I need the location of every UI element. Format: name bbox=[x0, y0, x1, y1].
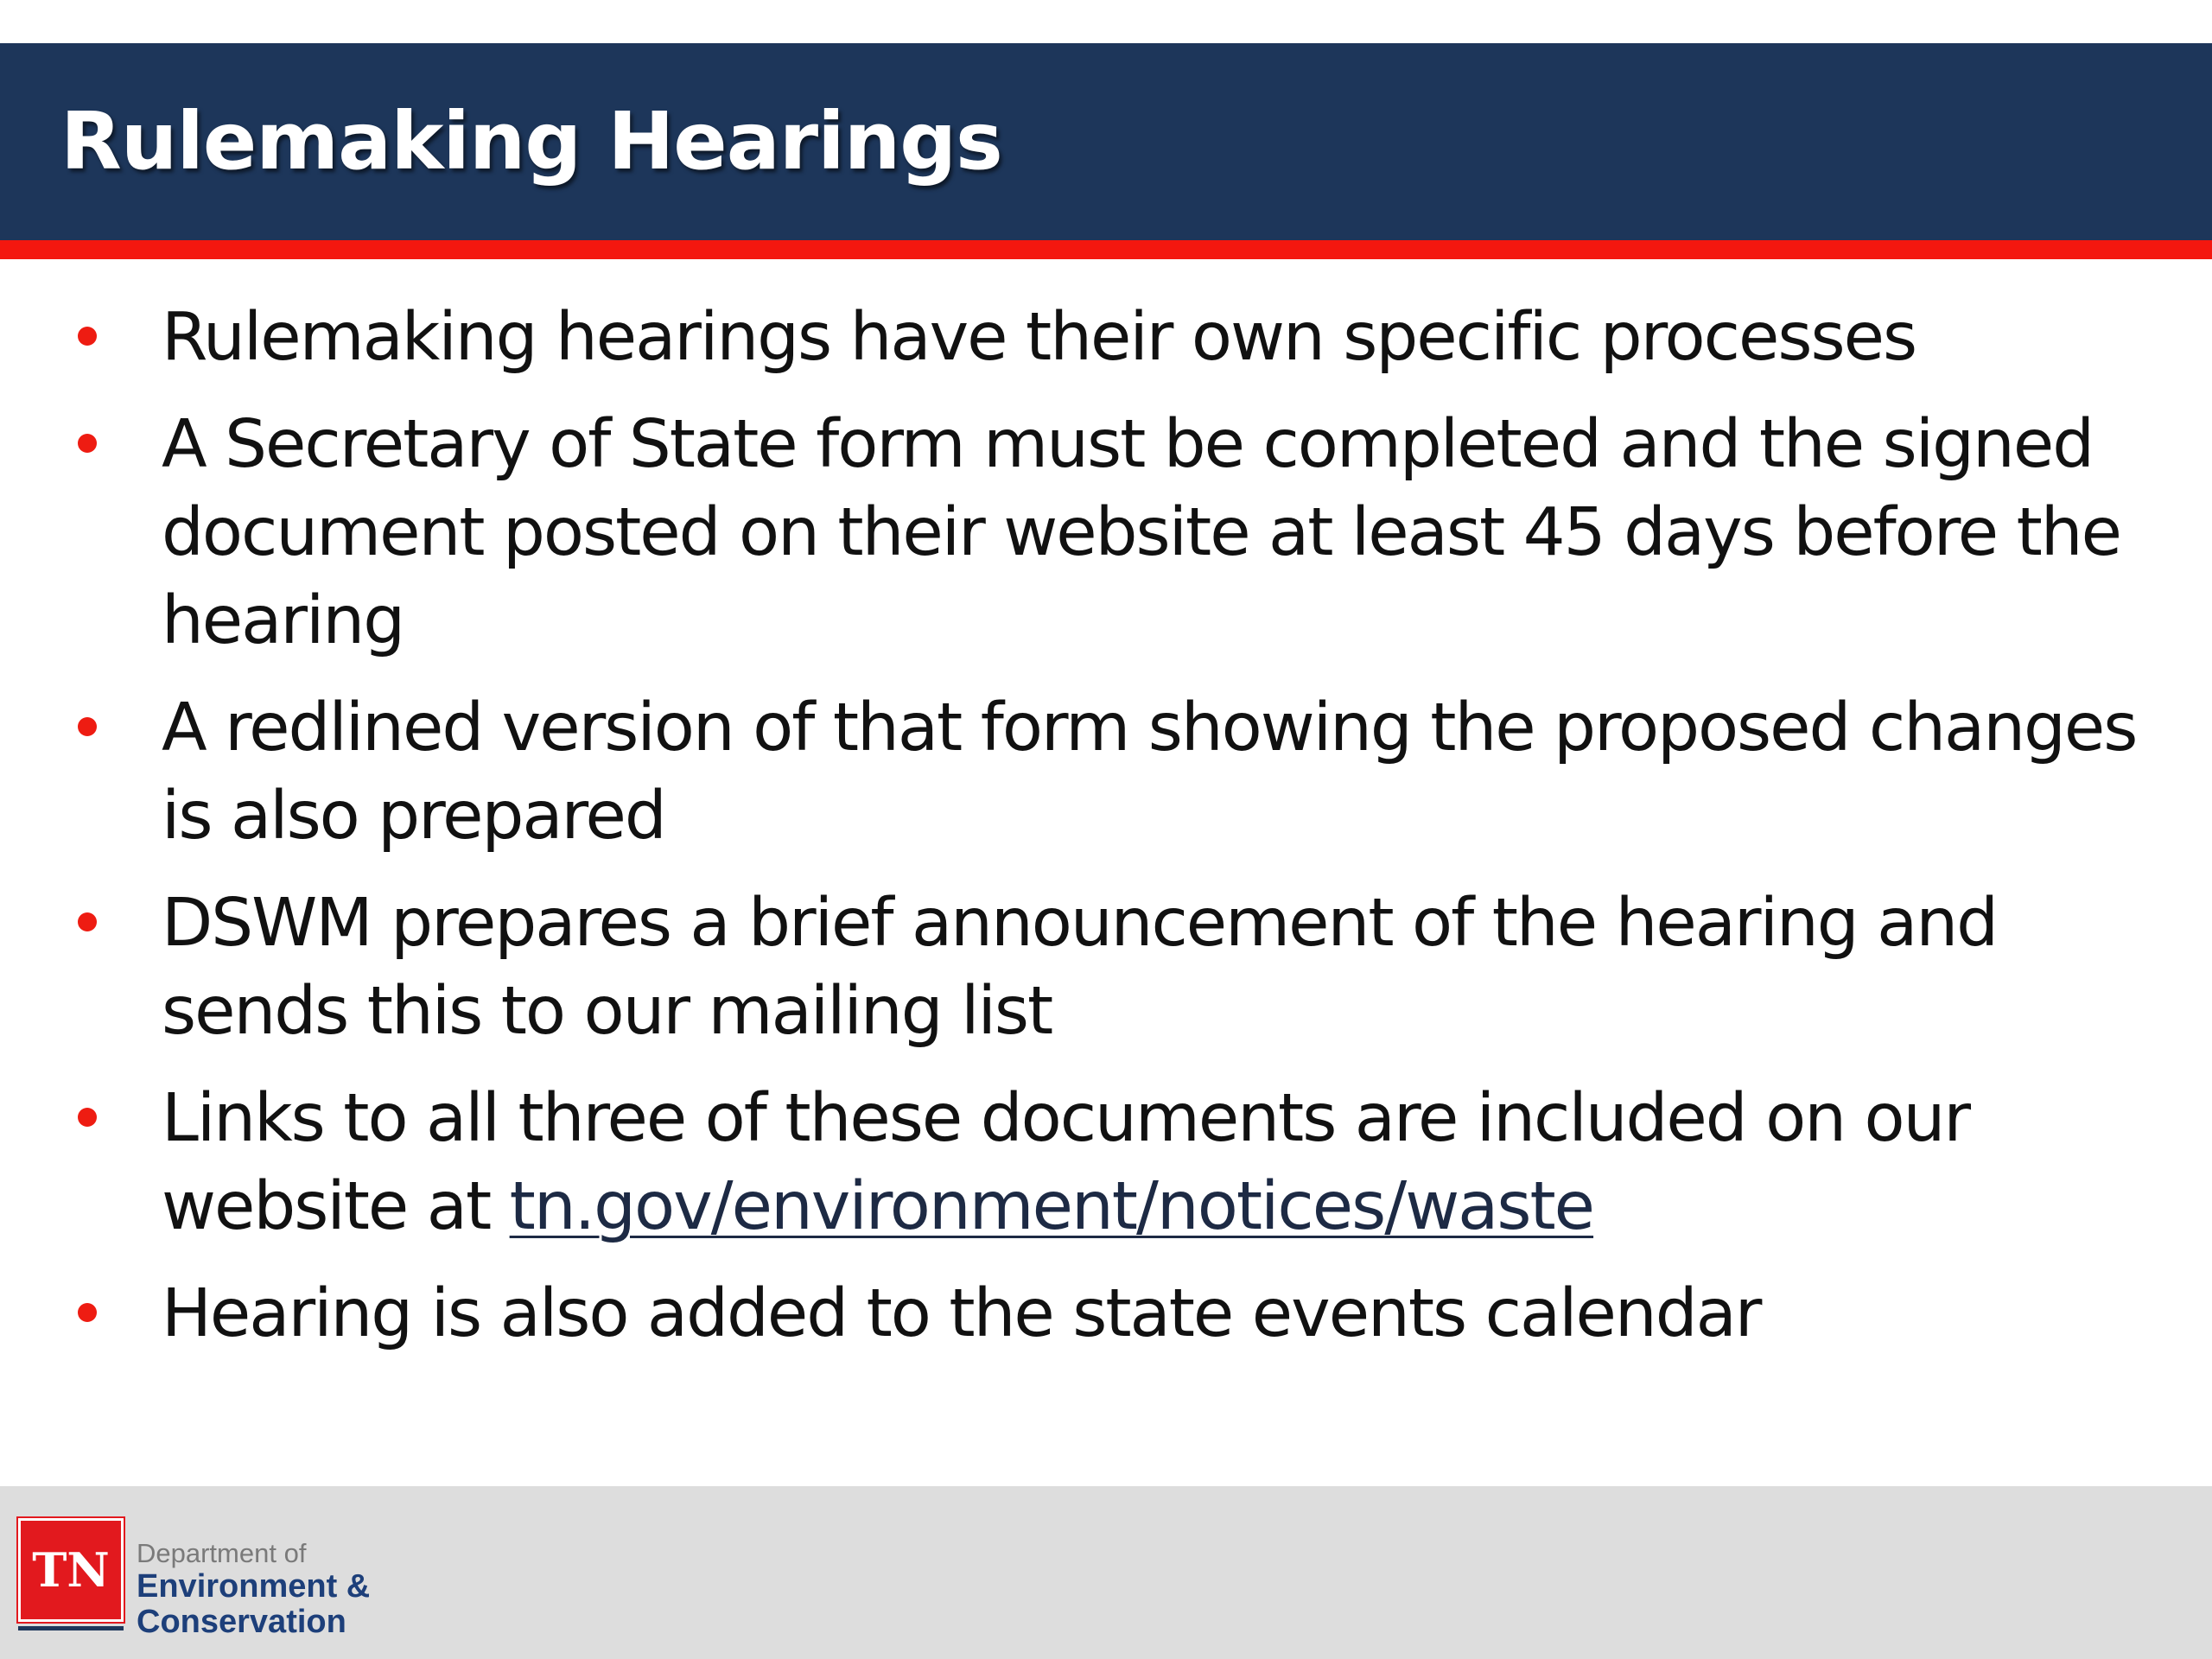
logo-environment-text: Environment & bbox=[137, 1568, 371, 1605]
bullet-item bbox=[0, 1075, 2212, 1251]
bullet-dot-icon bbox=[78, 1303, 97, 1322]
bullet-item bbox=[0, 401, 2212, 665]
bullet-text: A Secretary of State form must be completed and the signed document posted on their website at least 45 days before the hearing bbox=[162, 406, 2120, 659]
bullet-item bbox=[0, 294, 2212, 382]
logo-underline bbox=[18, 1626, 124, 1630]
bullet-list bbox=[0, 294, 2212, 1377]
bullet-text: A redlined version of that form showing the proposed changes is also prepared bbox=[162, 690, 2137, 855]
title-accent-rule bbox=[0, 240, 2212, 259]
slide-title: Rulemaking Hearings bbox=[60, 95, 1002, 188]
title-bar bbox=[0, 43, 2212, 240]
bullet-item bbox=[0, 880, 2212, 1056]
bullet-item bbox=[0, 1270, 2212, 1358]
logo-department-text: Department of bbox=[137, 1538, 307, 1568]
bullet-text: Rulemaking hearings have their own specific processes bbox=[162, 299, 1916, 376]
bullet-text: Links to all three of these documents are included on our website at bbox=[162, 1080, 1970, 1245]
bullet-item bbox=[0, 684, 2212, 861]
bullet-dot-icon bbox=[78, 1108, 97, 1127]
tn-logo-icon bbox=[18, 1518, 124, 1622]
bullet-dot-icon bbox=[78, 912, 97, 931]
bullet-dot-icon bbox=[78, 717, 97, 736]
bullet-dot-icon bbox=[78, 434, 97, 453]
bullet-dot-icon bbox=[78, 327, 97, 346]
logo-conservation-text: Conservation bbox=[137, 1604, 346, 1640]
logo-mark: TN bbox=[32, 1542, 110, 1598]
bullet-text: Hearing is also added to the state events calendar bbox=[162, 1275, 1761, 1352]
website-link[interactable]: tn.gov/environment/notices/waste bbox=[509, 1168, 1594, 1245]
bullet-text: DSWM prepares a brief announcement of the hearing and sends this to our mailing list bbox=[162, 885, 1997, 1050]
